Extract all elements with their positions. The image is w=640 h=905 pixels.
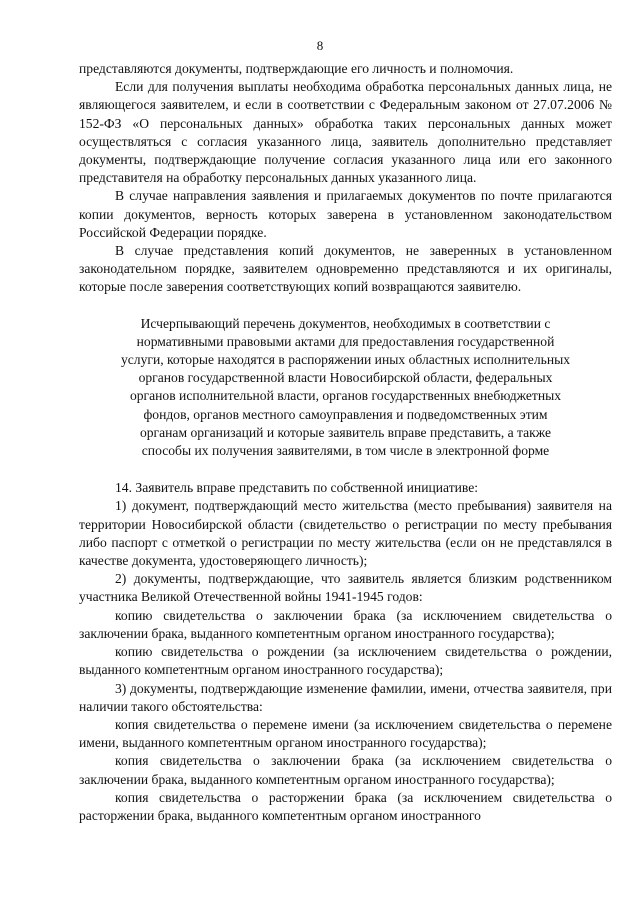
paragraph-personal-data: Если для получения выплаты необходима обработка персональных данных лица, не являющегося заявителем, и если в соответствии с Федеральным законом от 27.07.2006 № 152-ФЗ «О персональных данных» обработка таких персональных данных может осуществляться с согласия указанного лица, заявитель дополнительно представляет документы, подтверждающие получение согласия указанного лица или его законного представителя на обработку персональных данных указанного лица. <box>79 79 612 186</box>
item-2-relative-documents: 2) документы, подтверждающие, что заявитель является близким родственником участника Великой Отечественной войны 1941-1945 годов: <box>79 571 612 605</box>
item-1-residence-document: 1) документ, подтверждающий место жительства (место пребывания) заявителя на территории Новосибирской области (свидетельство о регистрации по месту пребывания либо паспорт с отметкой о регистрации по месту жительства (если он не представлялся в качестве документа, удостоверяющего личность); <box>79 498 612 569</box>
paragraph-continuation: представляются документы, подтверждающие его личность и полномочия. <box>79 61 514 76</box>
paragraph-mail-submission: В случае направления заявления и прилагаемых документов по почте прилагаются копии документов, верность которых заверена в установленном законодательством Российской Федерации порядке. <box>79 188 612 240</box>
item-2-birth-certificate: копию свидетельства о рождении (за исключением свидетельства о рождении, выданного компетентным органом иностранного государства); <box>79 644 612 678</box>
item-2-marriage-certificate: копию свидетельства о заключении брака (за исключением свидетельства о заключении брака, выданного компетентным органом иностранного государства); <box>79 607 612 641</box>
document-body <box>79 60 612 825</box>
paragraph-uncertified-copies: В случае представления копий документов, не заверенных в установленном законодательном порядке, заявителем одновременно представляются и их оригиналы, которые после заверения соответствующих копий возвращаются заявителю. <box>79 243 612 295</box>
item-3-marriage-certificate: копия свидетельства о заключении брака (за исключением свидетельства о заключении брака, выданного компетентным органом иностранного государства); <box>79 753 612 787</box>
item-3-name-change-documents: 3) документы, подтверждающие изменение фамилии, имени, отчества заявителя, при наличии такого обстоятельства: <box>79 680 612 714</box>
item-3-name-change-certificate: копия свидетельства о перемене имени (за исключением свидетельства о перемене имени, выданного компетентным органом иностранного государства); <box>79 716 612 751</box>
item-14: 14. Заявитель вправе представить по собственной инициативе: <box>115 480 479 496</box>
item-3-divorce-certificate: копия свидетельства о расторжении брака (за исключением свидетельства о расторжении брака, выданного компетентным органом иностранного <box>79 789 612 823</box>
page-number: 8 <box>316 38 324 53</box>
section-heading: Исчерпывающий перечень документов, необходимых в соответствии с нормативными правовыми актами для предоставления государственной услуги, которые находятся в распоряжении иных областных исполнительных органов государственной власти Новосибирской области, федеральных органов исполнительной власти, органов государственных внебюджетных фондов, органов местного самоуправления и подведомственных этим органам организаций и которые заявитель вправе представить, а также способы их получения заявителями, в том числе в электронной форме <box>120 315 571 459</box>
